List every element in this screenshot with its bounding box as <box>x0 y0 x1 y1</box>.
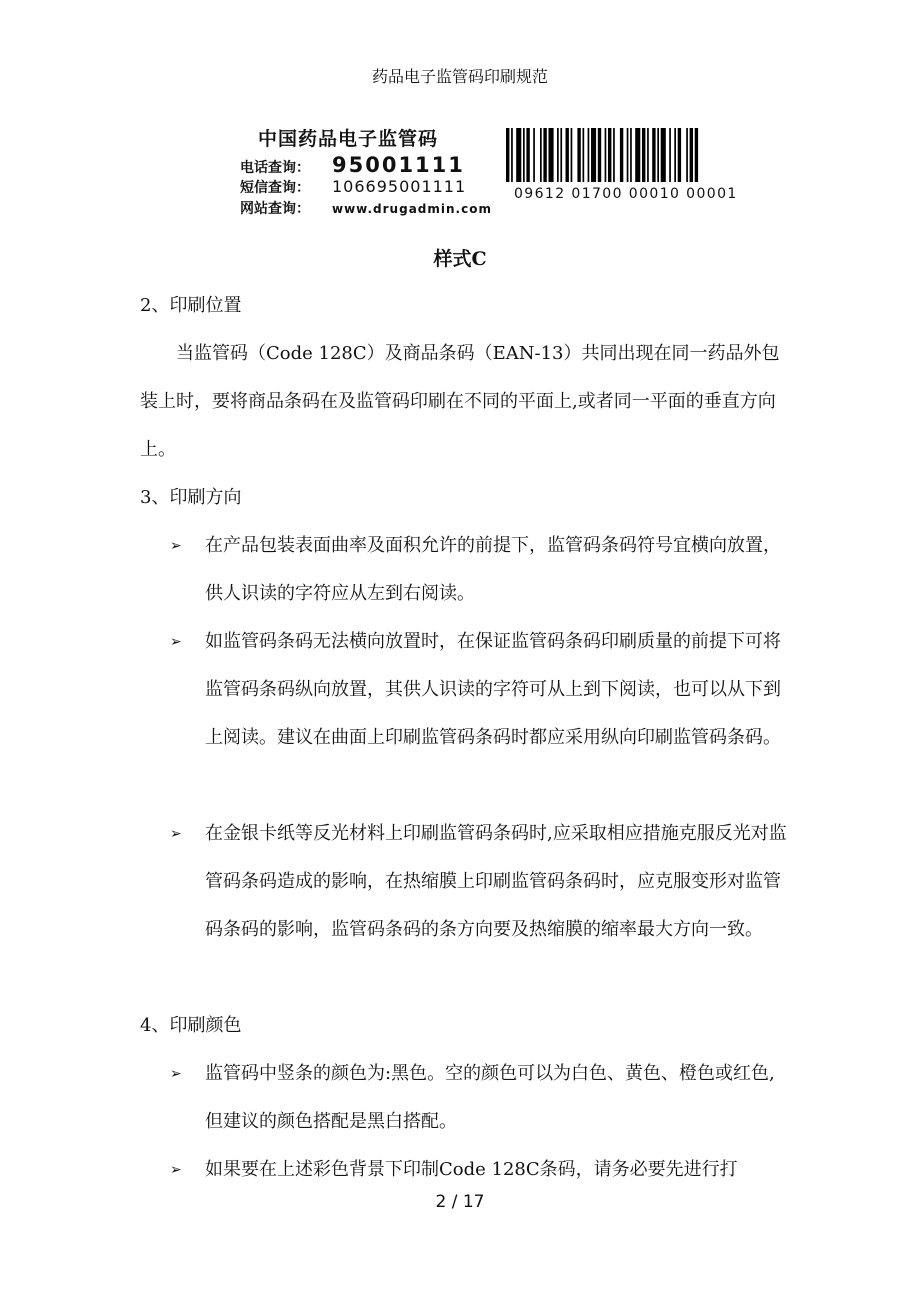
arrow-bullet-icon: ➢ <box>170 1162 182 1178</box>
section-3-heading: 3、印刷方向 <box>140 487 242 508</box>
phone-value: 95001111 <box>332 153 465 177</box>
section-2-heading: 2、印刷位置 <box>140 295 242 316</box>
section-3-bullet-3 <box>170 810 790 954</box>
section-3-bullet-2 <box>170 618 790 762</box>
section-4-heading: 4、印刷颜色 <box>140 1015 242 1036</box>
phone-key: 电话查询： <box>240 160 310 176</box>
section-2-paragraph: 当监管码（Code 128C）及商品条码（EAN-13）共同出现在同一药品外包装上时，要将商品条码在及监管码印刷在不同的平面上,或者同一平面的垂直方向上。 <box>140 343 780 460</box>
drug-supervision-label <box>236 122 756 217</box>
arrow-bullet-icon: ➢ <box>170 1066 182 1082</box>
arrow-bullet-icon: ➢ <box>170 538 182 554</box>
label-sms-row <box>240 177 466 197</box>
label-web-row <box>240 198 492 218</box>
bullet-text: 在产品包装表面曲率及面积允许的前提下，监管码条码符号宜横向放置，供人识读的字符应从左到右阅读。 <box>205 535 781 604</box>
figure-caption: 样式C <box>433 248 487 270</box>
arrow-bullet-icon: ➢ <box>170 634 182 650</box>
bullet-text: 监管码中竖条的颜色为:黑色。空的颜色可以为白色、黄色、橙色或红色,但建议的颜色搭配是黑白搭配。 <box>205 1063 775 1132</box>
label-title: 中国药品电子监管码 <box>258 128 439 150</box>
barcode-image <box>506 128 750 182</box>
bullet-text: 在金银卡纸等反光材料上印刷监管码条码时,应采取相应措施克服反光对监管码条码造成的影响，在热缩膜上印刷监管码条码时，应克服变形对监管码条码的影响，监管码条码的条方向要及热缩膜的缩率最大方向一致。 <box>205 823 787 940</box>
section-4-bullet-1 <box>170 1050 790 1146</box>
arrow-bullet-icon: ➢ <box>170 826 182 842</box>
page-header: 药品电子监管码印刷规范 <box>371 67 548 86</box>
section-3-bullet-1 <box>170 522 790 618</box>
sms-value: 106695001111 <box>332 177 467 196</box>
web-key: 网站查询： <box>240 201 310 217</box>
label-phone-row <box>240 153 465 177</box>
bullet-text: 如果要在上述彩色背景下印制Code 128C条码，请务必要先进行打 <box>205 1159 738 1180</box>
section-4-bullet-2 <box>170 1146 790 1194</box>
barcode-number: 09612 01700 00010 00001 <box>514 186 738 202</box>
sms-key: 短信查询： <box>240 180 310 196</box>
page-number: 2 / 17 <box>435 1192 485 1212</box>
bullet-text: 如监管码条码无法横向放置时，在保证监管码条码印刷质量的前提下可将监管码条码纵向放置，其供人识读的字符可从上到下阅读，也可以从下到上阅读。建议在曲面上印刷监管码条码时都应采用纵向印刷监管码条码。 <box>205 631 781 748</box>
web-value: www.drugadmin.com <box>332 202 492 216</box>
